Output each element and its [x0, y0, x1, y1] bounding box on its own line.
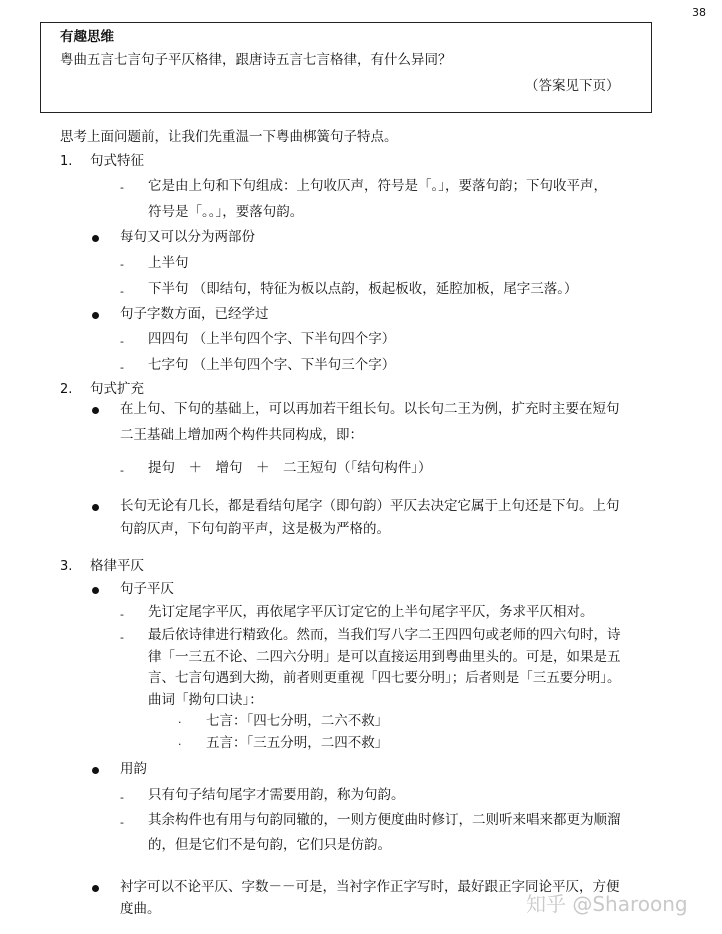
s2-bullet-1b: 二王基础上增加两个构件共同构成，即： [120, 427, 363, 443]
box-answer-note: （答案见下页） [525, 78, 620, 94]
dash-marker: - [120, 181, 124, 194]
s3-item-2d: 曲词「拗句口诀」： [148, 692, 263, 708]
s3-item-2a: 最后依诗律进行精致化。然而，当我们写八字二王四四句或老师的四六句时，诗 [148, 627, 621, 643]
s3-rhyme-item-2b: 的，但是它们不是句韵，它们只是仿韵。 [148, 837, 391, 853]
section-2-title: 句式扩充 [90, 381, 144, 397]
dot-marker: · [178, 738, 182, 751]
dash-marker: - [120, 464, 124, 477]
s2-formula: 提句 ＋ 增句 ＋ 二王短句（「结句构件」） [148, 460, 432, 476]
s1-line-1a: 它是由上句和下句组成：上句收仄声，符号是「。」，要落句韵；下句收平声， [148, 178, 607, 194]
bullet-icon [92, 312, 99, 319]
s1-bullet-1-item-1: 上半句 [148, 255, 189, 271]
dash-marker: - [120, 791, 124, 804]
s2-bullet-1a: 在上句、下句的基础上，可以再加若干组长句。以长句二王为例，扩充时主要在短句 [120, 401, 620, 417]
dash-marker: - [120, 816, 124, 829]
s3-rhyme-item-1: 只有句子结句尾字才需要用韵，称为句韵。 [148, 787, 405, 803]
section-1-title: 句式特征 [90, 153, 144, 169]
s1-bullet-2: 句子字数方面，已经学过 [120, 306, 269, 322]
bullet-icon [92, 767, 99, 774]
section-3-title: 格律平仄 [90, 558, 144, 574]
s3-bullet-2: 用韵 [120, 761, 147, 777]
bullet-icon [92, 407, 99, 414]
dash-marker: - [120, 258, 124, 271]
dash-marker: - [120, 361, 124, 374]
s2-bullet-2a: 长句无论有几长，都是看结句尾字（即句韵）平仄去决定它属于上句还是下句。上句 [120, 498, 620, 514]
bullet-icon [92, 587, 99, 594]
bullet-icon [92, 235, 99, 242]
s3-item-1: 先订定尾字平仄，再依尾字平仄订定它的上半句尾字平仄，务求平仄相对。 [148, 604, 594, 620]
s3-rhyme-rule-2: 五言：「三五分明，二四不救」 [206, 735, 389, 751]
box-question: 粤曲五言七言句子平仄格律，跟唐诗五言七言格律，有什么异同？ [60, 52, 452, 68]
dot-marker: · [178, 716, 182, 729]
s1-bullet-1: 每句又可以分为两部份 [120, 229, 255, 245]
dash-marker: - [120, 631, 124, 644]
s1-bullet-2-item-1: 四四句 （上半句四个字、下半句四个字） [148, 331, 396, 347]
page-number: 38 [692, 6, 706, 19]
dash-marker: - [120, 335, 124, 348]
dash-marker: - [120, 608, 124, 621]
s3-rhyme-rule-1: 七言：「四七分明，二六不救」 [206, 713, 389, 729]
s3-rhyme-item-2a: 其余构件也有用与句韵同辙的，一则方便度曲时修订，二则听来唱来都更为顺溜 [148, 812, 621, 828]
s3-item-2b: 律「一三五不论、二四六分明」是可以直接运用到粤曲里头的。可是，如果是五 [148, 649, 621, 665]
watermark: 知乎 @Sharoong [526, 892, 688, 916]
s3-bullet-3a: 衬字可以不论平仄、字数－－可是，当衬字作正字写时，最好跟正字同论平仄，方便 [120, 879, 620, 895]
s1-bullet-1-item-2: 下半句 （即结句，特征为板以点韵，板起板收，延腔加板，尾字三落。） [148, 281, 578, 297]
section-2-number: 2. [60, 382, 73, 397]
intro-text: 思考上面问题前，让我们先重温一下粤曲梆簧句子特点。 [60, 129, 398, 145]
s1-bullet-2-item-2: 七字句 （上半句四个字、下半句三个字） [148, 357, 396, 373]
s2-bullet-2b: 句韵仄声，下句句韵平声，这是极为严格的。 [120, 521, 390, 537]
box-title: 有趣思维 [60, 29, 114, 45]
dash-marker: - [120, 285, 124, 298]
section-3-number: 3. [60, 559, 73, 574]
s3-item-2c: 言、七言句遇到大拗，前者则更重视「四七要分明」；后者则是「三五要分明」。 [148, 670, 621, 686]
section-1-number: 1. [60, 154, 73, 169]
bullet-icon [92, 885, 99, 892]
s3-bullet-3b: 度曲。 [120, 901, 161, 917]
s1-line-1b: 符号是「。。」，要落句韵。 [148, 204, 304, 220]
bullet-icon [92, 504, 99, 511]
s3-bullet-1: 句子平仄 [120, 581, 174, 597]
